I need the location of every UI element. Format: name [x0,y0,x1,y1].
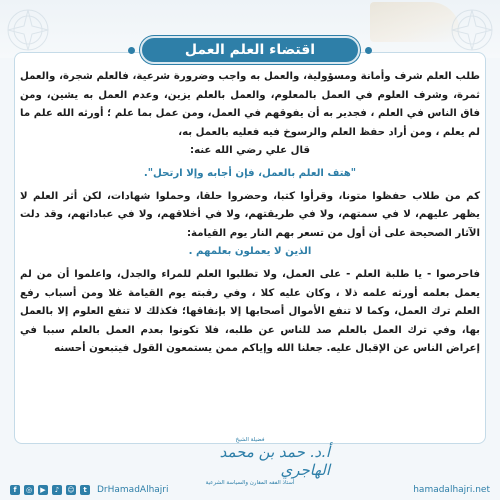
article-body [20,68,480,359]
ornament-icon [4,6,52,54]
paragraph-students: كم من طلاب حفظوا متونا، وقرأوا كتبا، وحضروا حلقا، وحملوا شهادات، لكن أثر العلم لا يظهر عليهم، لا في سمتهم، ولا في طريقتهم، ولا في أخلاقهم، ولا في عباداتهم، وقد دلت الآثار الصحيحة على أن أول من تسعر بهم النار يوم القيامة: [20,190,480,239]
signature-name: أ.د. حمد بن محمد الهاجري [219,443,330,479]
book-decoration [370,2,460,42]
page-title: اقتضاء العلم العمل [184,42,316,58]
footer [0,480,500,500]
social-handle[interactable]: DrHamadAlhajri [97,485,169,495]
title-dot-right [365,47,372,54]
facebook-icon[interactable]: f [10,485,20,495]
signature [170,437,330,486]
tiktok-icon[interactable]: ♪ [52,485,62,495]
title-dot-left [128,47,135,54]
snapchat-icon[interactable]: ☺ [67,485,75,494]
social-links [10,485,169,495]
signature-label: فضيلة الشيخ [235,437,265,443]
twitter-icon[interactable]: t [80,485,90,495]
instagram-icon[interactable]: ◎ [25,485,33,494]
ornament-icon [448,6,496,54]
website-link[interactable]: hamadalhajri.net [413,485,490,495]
highlight-line: الذين لا يعملون بعلمهم . [188,246,312,258]
youtube-icon[interactable]: ▶ [38,485,48,495]
title-badge [140,36,360,64]
signature-subtitle: أستاذ الفقه المقارن والسياسة الشرعية [205,480,295,486]
quote-attribution: قال علي رضي الله عنه: [190,145,310,157]
paragraph-advice: فاحرصوا - يا طلبة العلم - على العمل، ولا تطلبوا العلم للمراء والجدل، واعلموا أن من لم يعمل بعلمه أورثه علمه ذلا ، وكان عليه كلا ، وفي رقبته يوم القيامة غلا ومن أسباب رفع العلم ترك العمل، وكما لا تنفع الأموال أصحابها إلا بإنفاقها؛ فكذلك لا تنفع العلوم إلا بالعمل بها، وفي ترك العمل بالعلم صد للناس عن طلبه، فلا تكونوا بعدم العمل بالعلم سببا في إعراض الناس عن الإقبال عليه. جعلنا الله وإياكم ممن يستمعون القول فيتبعون أحسنه [20,268,480,355]
quote-text: "هتف العلم بالعمل، فإن أجابه وإلا ارتحل". [143,167,357,179]
paragraph-intro: طلب العلم شرف وأمانة ومسؤولية، والعمل به واجب وضرورة شرعية، فالعلم شجرة، والعمل ثمرة، وشرف العلوم في العمل بالمعلوم، والعمل بالعلم يزين، وعدم العمل به يشين، ومن فاق الناس في العلم ، فجدير به أن يفوقهم في العمل، ومن عمل بما علم ؛ أورثه الله علم ما لم يعلم ، ومن أراد حفظ العلم والرسوخ فيه فعليه بالعمل به، [20,71,480,138]
